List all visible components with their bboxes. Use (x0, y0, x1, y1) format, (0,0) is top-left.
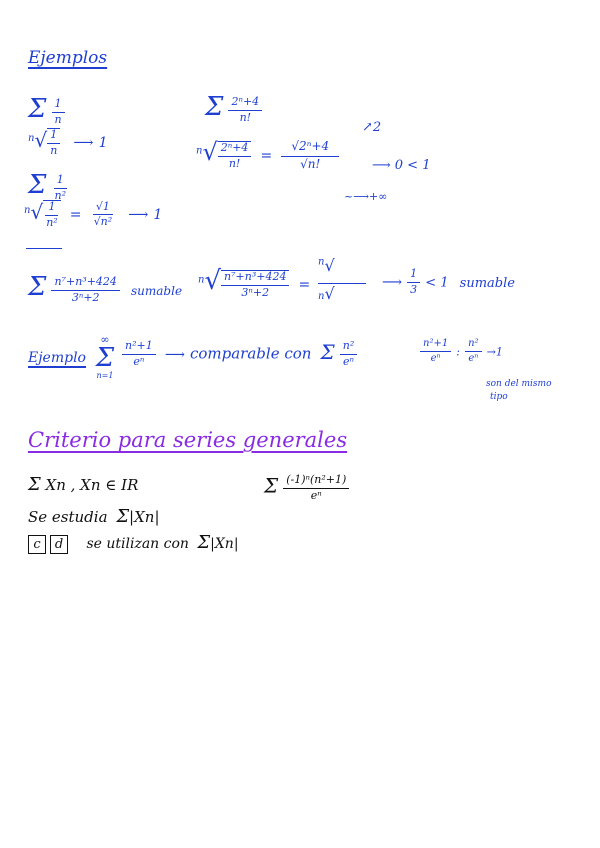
denominator: n! (228, 156, 241, 170)
series-definition: Xn , Xn ∈ IR (45, 476, 139, 494)
denominator: √n² (93, 215, 113, 229)
denominator: n! (239, 111, 252, 124)
comparable-label: comparable con (189, 344, 312, 363)
sigma-symbol: Σ (264, 473, 279, 498)
example-1-sum (28, 96, 65, 127)
denominator: √n! (300, 156, 321, 171)
numerator: 1 (47, 129, 60, 144)
sigma-symbol: Σ (28, 474, 41, 495)
abs-term: |Xn| (129, 508, 160, 526)
sumable-label: sumable (459, 275, 515, 291)
root-index: n (318, 256, 325, 268)
example-label: Ejemplo (28, 350, 86, 366)
denominator: n (54, 113, 62, 126)
example-3-result (372, 158, 430, 173)
example-3-top-limit (362, 120, 381, 135)
limit-value: 1 (495, 345, 503, 359)
numerator: √2ⁿ+4 (281, 140, 339, 157)
denominator: eⁿ (343, 354, 354, 368)
example-1-fraction (51, 98, 64, 126)
sigma-symbol: Σ (197, 532, 211, 553)
numerator: n⁷+n³+424 (51, 276, 119, 291)
numerator: 2ⁿ+4 (218, 142, 252, 157)
separator-line (26, 248, 62, 249)
arrow-icon: ⟶ (372, 158, 391, 173)
numerator: n²+1 (122, 340, 156, 355)
general-line-2 (28, 508, 160, 526)
example-4-empty-root-fraction: $^n$√ n√ (318, 256, 370, 303)
general-line-3 (28, 534, 239, 554)
denominator: n² (54, 189, 66, 202)
numerator: √1 (93, 201, 113, 216)
abs-term: |Xn| (210, 536, 239, 552)
note-line: tipo (490, 391, 508, 402)
numerator: 2ⁿ+4 (228, 96, 262, 111)
example-5-ratio: $\frac{\text{n²+1}}{\text{eⁿ}}$ : $\frac{\text{n²}}{\text{eⁿ}}$ →1 (420, 338, 503, 364)
arrow-icon: → (486, 345, 496, 359)
numerator: n² (340, 340, 358, 355)
general-example-term (264, 474, 349, 502)
denominator: n (50, 143, 58, 157)
example-2-sum (28, 172, 69, 203)
denominator: eⁿ (133, 354, 145, 368)
example-2-root: $^n$√ $\frac{1}{\text{n²}}$ = $\frac{√1}{\text{√n²}}$ ⟶ 1 (24, 199, 163, 229)
example-4-sum (28, 274, 182, 305)
note-line: son del mismo (486, 379, 552, 389)
arrow-icon: ⟶ (73, 135, 94, 152)
arrow-icon: ⟶ (382, 274, 403, 291)
limit-value: 1 (98, 135, 108, 152)
sigma-symbol: Σ (95, 343, 115, 373)
criterion-box-c: c (28, 535, 46, 554)
sigma-symbol: Σ (320, 339, 335, 364)
numerator: n²+1 (420, 338, 451, 352)
sum-lower-limit: n=1 (96, 371, 114, 380)
numerator: 1 (45, 201, 58, 216)
example-5-note (486, 378, 552, 403)
denominator: 3ⁿ+2 (241, 285, 270, 299)
denominator: eⁿ (468, 352, 479, 364)
root-index: n (28, 132, 35, 144)
example-5-term (122, 340, 357, 368)
numerator: 1 (52, 98, 65, 113)
result-value: < 1 (425, 275, 449, 291)
limit-value: 1 (153, 207, 163, 224)
limit-value: +∞ (369, 190, 388, 203)
example-4-root: $^n$√ $\frac{\text{n⁷+n³+424}}{\text{3ⁿ+2}}$ = (198, 266, 311, 299)
sum-upper-limit: ∞ (100, 333, 110, 346)
sigma-symbol: Σ (28, 272, 47, 302)
arrow-icon: ⟶ (128, 207, 149, 224)
sigma-symbol: Σ (205, 92, 224, 122)
denominator: eⁿ (430, 352, 441, 364)
numerator: 1 (407, 268, 420, 283)
limit-value: 2 (372, 120, 382, 135)
example-1-root: $^n$√ $\frac{1}{n}$ ⟶ 1 (28, 128, 108, 157)
general-line-1 (28, 476, 138, 494)
numerator: n² (465, 338, 481, 352)
sigma-symbol: Σ (116, 506, 130, 527)
sigma-symbol: Σ (28, 94, 47, 124)
example-4-result (382, 268, 515, 296)
denominator: eⁿ (310, 488, 322, 502)
example-3-sum (205, 94, 262, 125)
denominator: n² (46, 215, 58, 229)
heading-general-criterion: Criterio para series generales (28, 428, 348, 452)
denominator: 3ⁿ+2 (71, 291, 100, 304)
example-3-root: $^n$√ $\frac{\text{2ⁿ+4}}{n!}$ = $\frac{\text{√2ⁿ+4}}{√n!}$ (196, 138, 339, 171)
criterion-box-d: d (50, 535, 68, 554)
root-index: n (198, 274, 205, 286)
root-index: n (196, 145, 203, 157)
sumable-label: sumable (131, 284, 183, 298)
result-value: 0 < 1 (394, 158, 431, 173)
root-index: n (24, 204, 31, 216)
example-3-bottom-limit (344, 190, 387, 203)
heading-examples: Ejemplos (28, 48, 108, 68)
numerator: 1 (54, 174, 67, 189)
example-5-sum (94, 334, 116, 380)
study-label: Se estudia (28, 508, 108, 526)
arrow-icon: ~⟶ (344, 190, 369, 203)
arrow-icon: ↗ (362, 120, 373, 135)
numerator: n⁷+n³+424 (221, 271, 289, 286)
numerator: (-1)ⁿ(n²+1) (283, 474, 349, 489)
denominator: 3 (410, 282, 418, 296)
sigma-symbol: Σ (28, 170, 47, 200)
arrow-icon: ⟶ (164, 346, 185, 363)
usage-label: se utilizan con (86, 536, 189, 552)
